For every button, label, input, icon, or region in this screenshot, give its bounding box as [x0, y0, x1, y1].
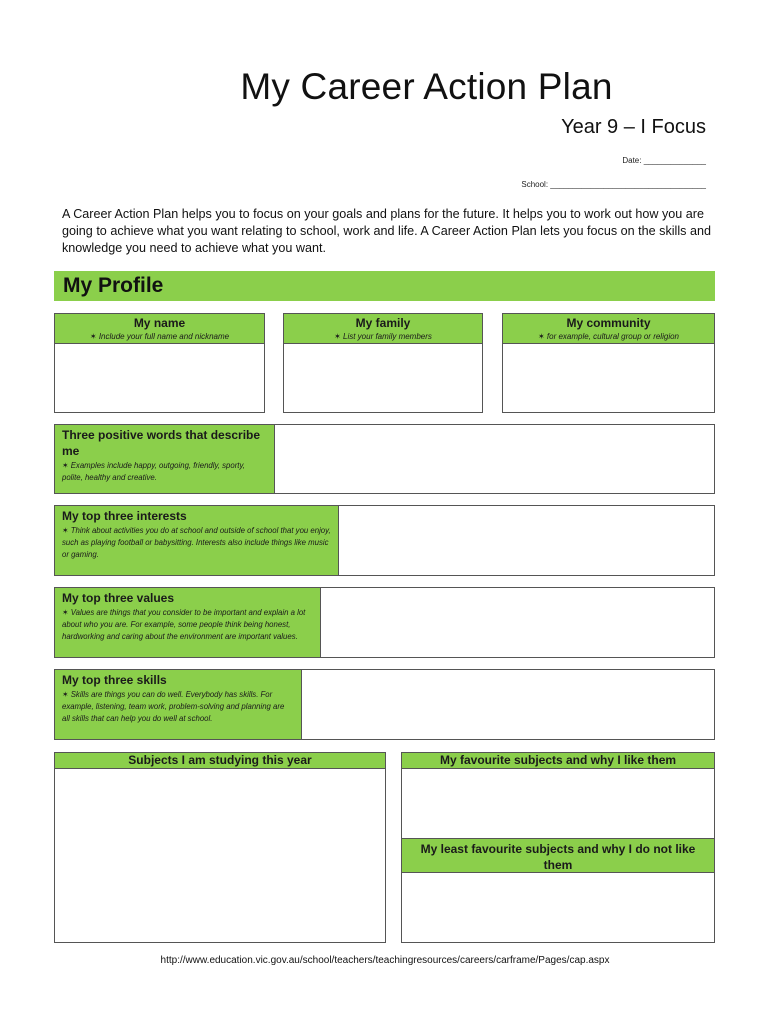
- skills-title: My top three skills: [62, 673, 167, 687]
- my-family-hint: List your family members: [343, 332, 432, 341]
- skills-label: [55, 670, 302, 739]
- my-name-header: [55, 314, 264, 344]
- interests-row[interactable]: [54, 505, 715, 576]
- my-family-title: My family: [355, 316, 411, 330]
- my-family-header: [284, 314, 482, 344]
- my-family-box[interactable]: [283, 313, 483, 413]
- star-icon: ✶: [62, 526, 69, 535]
- star-icon: ✶: [62, 690, 69, 699]
- my-name-box[interactable]: [54, 313, 265, 413]
- interests-title: My top three interests: [62, 509, 187, 523]
- profile-section-header: [54, 271, 715, 301]
- values-label: [55, 588, 321, 657]
- my-name-title: My name: [133, 316, 186, 330]
- footer-url[interactable]: http://www.education.vic.gov.au/school/teachers/teachingresources/careers/carframe/Pages/cap.aspx: [160, 955, 610, 966]
- my-community-hint: for example, cultural group or religion: [546, 332, 679, 341]
- profile-heading: My Profile: [63, 274, 164, 297]
- school-line[interactable]: School: ___________________________________: [521, 180, 706, 189]
- positive-words-row[interactable]: [54, 424, 715, 494]
- page-subtitle: Year 9 – I Focus: [561, 116, 706, 138]
- skills-hint: Skills are things you can do well. Everybody has skills. For example, listening, team work, problem-solving and planning are all skills that can help you do well at school.: [62, 690, 285, 723]
- star-icon: ✶: [334, 332, 341, 341]
- my-community-header: [503, 314, 714, 344]
- star-icon: ✶: [62, 461, 69, 470]
- star-icon: ✶: [537, 332, 545, 341]
- skills-row[interactable]: [54, 669, 715, 740]
- interests-label: [55, 506, 339, 575]
- least-favourite-subjects-header: My least favourite subjects and why I do not like them: [401, 838, 715, 873]
- my-community-box[interactable]: [502, 313, 715, 413]
- favourite-subjects-header: My favourite subjects and why I like them: [401, 752, 715, 769]
- interests-hint: Think about activities you do at school and outside of school that you enjoy, such as playing football or babysitting. Interests also include things like music or gaming.: [62, 526, 331, 559]
- positive-words-label: [55, 425, 275, 493]
- subjects-studying-box[interactable]: [54, 752, 386, 943]
- positive-words-hint: Examples include happy, outgoing, friendly, sporty, polite, healthy and creative.: [62, 461, 245, 482]
- subjects-studying-header: Subjects I am studying this year: [54, 752, 386, 769]
- star-icon: ✶: [62, 608, 69, 617]
- values-title: My top three values: [62, 591, 175, 605]
- intro-paragraph: A Career Action Plan helps you to focus on your goals and plans for the future. It helps you to work out how you are going to achieve what you want relating to school, work and life. A Career Action Plan lets you focus on the skills and knowledge you need to achieve what you want.: [62, 207, 711, 255]
- my-name-hint: Include your full name and nickname: [98, 332, 230, 341]
- values-hint: Values are things that you consider to be important and explain a lot about who you are. For example, some people think being honest, hardworking and caring about the environment are important values.: [62, 608, 306, 641]
- date-line[interactable]: Date: ______________: [622, 156, 706, 165]
- positive-words-title: Three positive words that describe me: [62, 428, 261, 458]
- values-row[interactable]: [54, 587, 715, 658]
- page-title: My Career Action Plan: [240, 66, 613, 107]
- my-community-title: My community: [566, 316, 651, 330]
- star-icon: ✶: [89, 332, 97, 341]
